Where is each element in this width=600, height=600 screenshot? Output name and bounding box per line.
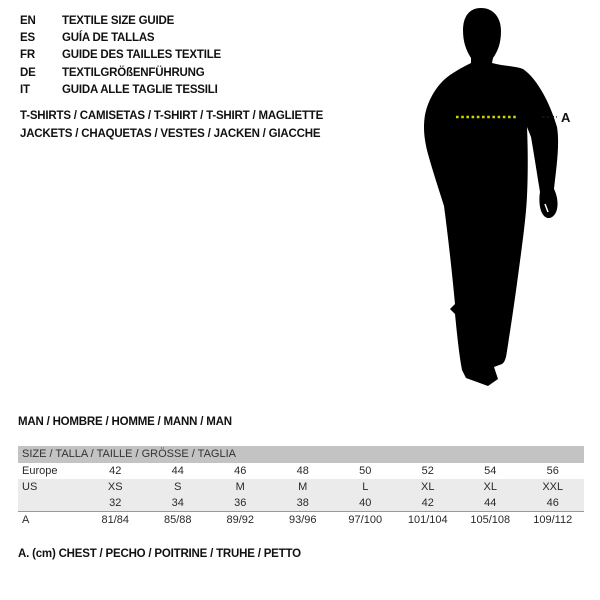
- size-value: S: [174, 481, 182, 493]
- language-row: [20, 47, 221, 64]
- size-value: 54: [484, 465, 497, 477]
- size-table-header: SIZE / TALLA / TAILLE / GRÖSSE / TAGLIA: [18, 446, 584, 463]
- size-value: 81/84: [101, 514, 130, 526]
- language-code: ES: [20, 32, 35, 45]
- language-row: [20, 30, 221, 47]
- size-value: 42: [421, 497, 434, 509]
- size-value: 32: [109, 497, 122, 509]
- size-value: XXL: [542, 481, 564, 493]
- table-row-chest-a: [18, 512, 584, 528]
- size-value: 50: [359, 465, 372, 477]
- language-row: [20, 13, 221, 30]
- table-row-us: [18, 479, 584, 495]
- size-value: 48: [296, 465, 309, 477]
- size-value: 56: [546, 465, 559, 477]
- size-value: XL: [421, 481, 435, 493]
- size-value: 85/88: [163, 514, 192, 526]
- size-value: 109/112: [533, 514, 573, 526]
- size-value: 97/100: [348, 514, 383, 526]
- man-silhouette-figure: [400, 0, 600, 400]
- row-label: Europe: [22, 465, 58, 477]
- row-label: US: [22, 481, 38, 493]
- category-tshirts: T-SHIRTS / CAMISETAS / T-SHIRT / T-SHIRT / MAGLIETTE: [20, 110, 324, 122]
- language-code: IT: [20, 83, 30, 96]
- category-lines: [20, 107, 323, 144]
- size-value: 46: [234, 465, 247, 477]
- language-label: TEXTILGRÖßENFÜHRUNG: [62, 66, 205, 79]
- size-value: M: [235, 481, 245, 493]
- language-label: TEXTILE SIZE GUIDE: [62, 15, 175, 27]
- size-value: 44: [171, 465, 184, 477]
- language-code: DE: [20, 66, 36, 79]
- category-jackets: JACKETS / CHAQUETAS / VESTES / JACKEN / GIACCHE: [20, 128, 321, 141]
- measure-label-a: A: [561, 110, 571, 125]
- size-value: 46: [546, 497, 559, 509]
- size-value: 38: [296, 497, 309, 509]
- size-value: 36: [234, 497, 247, 509]
- size-value: 42: [109, 465, 122, 477]
- row-label: A: [22, 514, 30, 526]
- language-row: [20, 65, 221, 82]
- table-row-europe: [18, 463, 584, 479]
- measurement-footnote: A. (cm) CHEST / PECHO / POITRINE / TRUHE / PETTO: [18, 548, 301, 560]
- language-label: GUIDE DES TAILLES TEXTILE: [62, 49, 221, 62]
- size-table: [18, 446, 584, 528]
- size-value: XL: [483, 481, 497, 493]
- size-value: 101/104: [407, 514, 448, 526]
- size-value: L: [362, 481, 369, 493]
- size-value: XS: [107, 481, 123, 493]
- size-value: 52: [421, 465, 434, 477]
- size-value: 44: [484, 497, 497, 509]
- size-value: 93/96: [288, 514, 317, 526]
- size-value: 40: [359, 497, 372, 509]
- size-value: 89/92: [226, 514, 255, 526]
- row-label: [18, 495, 84, 511]
- language-label: GUIDA ALLE TAGLIE TESSILI: [62, 83, 218, 96]
- size-value: 105/108: [470, 514, 511, 526]
- language-row: [20, 82, 221, 99]
- table-row-us-numeric: [18, 495, 584, 512]
- language-code: EN: [20, 15, 36, 27]
- language-code: FR: [20, 49, 35, 62]
- man-silhouette: [424, 8, 558, 386]
- size-value: M: [298, 481, 308, 493]
- size-value: 34: [171, 497, 184, 509]
- language-label: GUÍA DE TALLAS: [62, 32, 155, 45]
- section-heading-man: MAN / HOMBRE / HOMME / MANN / MAN: [18, 416, 232, 428]
- language-list: [20, 13, 221, 99]
